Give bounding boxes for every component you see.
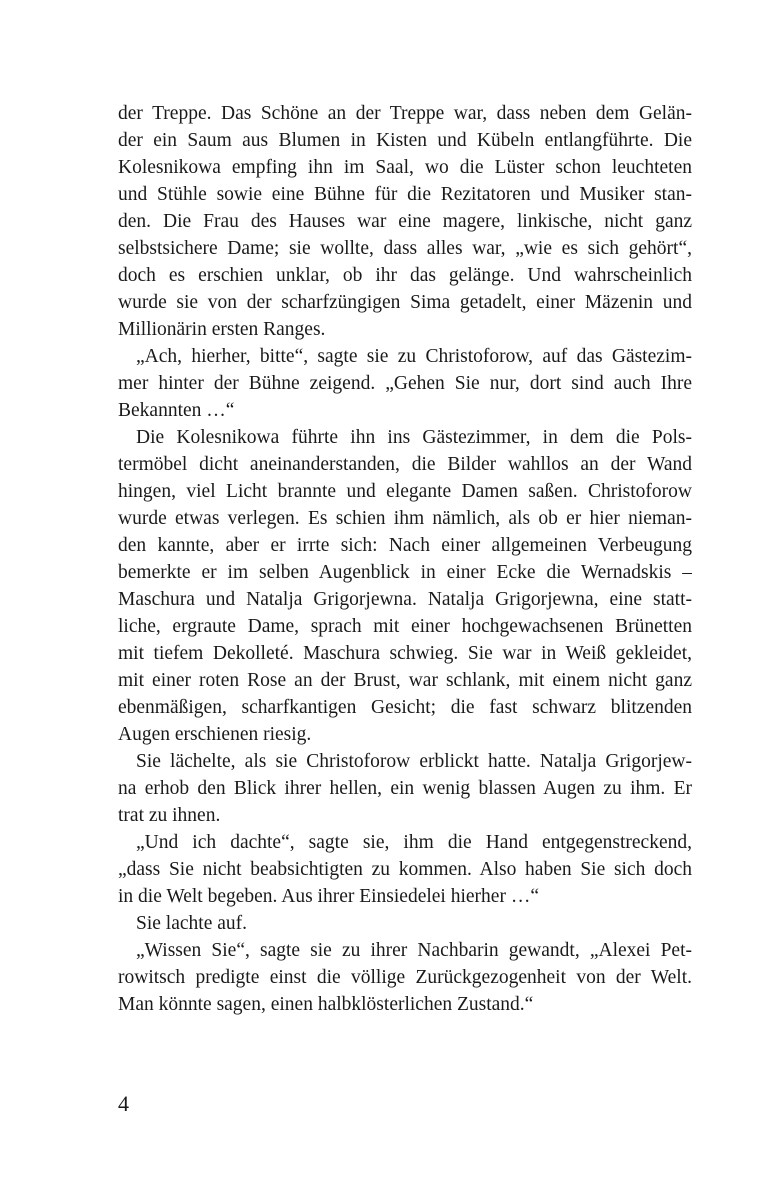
text-line: wurde etwas verlegen. Es schien ihm nämlich, als ob er hier nieman- <box>118 508 692 529</box>
text-line: Kolesnikowa empfing ihn im Saal, wo die Lüster schon leuchteten <box>118 157 692 178</box>
text-line: mit tiefem Dekolleté. Maschura schwieg. Sie war in Weiß gekleidet, <box>118 643 692 664</box>
text-line: wurde sie von der scharfzüngigen Sima getadelt, einer Mäzenin und <box>118 292 692 313</box>
text-line: der ein Saum aus Blumen in Kisten und Kübeln entlangführte. Die <box>118 130 692 151</box>
text-line: „dass Sie nicht beabsichtigten zu kommen. Also haben Sie sich doch <box>118 859 692 880</box>
text-line: Augen erschienen riesig. <box>118 724 312 745</box>
text-line: den kannte, aber er irrte sich: Nach einer allgemeinen Verbeugung <box>118 535 692 556</box>
text-line: hingen, viel Licht brannte und elegante Damen saßen. Christoforow <box>118 481 692 502</box>
text-line: mer hinter der Bühne zeigend. „Gehen Sie nur, dort sind auch Ihre <box>118 373 692 394</box>
text-line: ebenmäßigen, scharfkantigen Gesicht; die fast schwarz blitzenden <box>118 697 692 718</box>
text-line: Man könnte sagen, einen halbklösterlichen Zustand.“ <box>118 994 534 1015</box>
text-line: „Ach, hierher, bitte“, sagte sie zu Christoforow, auf das Gästezim- <box>136 346 692 367</box>
text-line: bemerkte er im selben Augenblick in einer Ecke die Wernadskis – <box>118 562 692 583</box>
text-line: Maschura und Natalja Grigorjewna. Natalja Grigorjewna, eine statt- <box>118 589 692 610</box>
text-line: rowitsch predigte einst die völlige Zurückgezogenheit von der Welt. <box>118 967 692 988</box>
text-line: selbstsichere Dame; sie wollte, dass alles war, „wie es sich gehört“, <box>118 238 692 259</box>
text-line: „Wissen Sie“, sagte sie zu ihrer Nachbarin gewandt, „Alexei Pet- <box>136 940 692 961</box>
text-line: Millionärin ersten Ranges. <box>118 319 326 340</box>
text-line: Bekannten …“ <box>118 400 235 421</box>
text-line: in die Welt begeben. Aus ihrer Einsiedelei hierher …“ <box>118 886 539 907</box>
text-line: und Stühle sowie eine Bühne für die Rezitatoren und Musiker stan- <box>118 184 692 205</box>
page-number: 4 <box>118 1091 129 1116</box>
text-line: Sie lächelte, als sie Christoforow erblickt hatte. Natalja Grigorjew- <box>136 751 692 772</box>
text-line: Die Kolesnikowa führte ihn ins Gästezimmer, in dem die Pols- <box>136 427 692 448</box>
text-line: doch es erschien unklar, ob ihr das gelänge. Und wahrscheinlich <box>118 265 692 286</box>
text-line: termöbel dicht aneinanderstanden, die Bilder wahllos an der Wand <box>118 454 692 475</box>
text-line: na erhob den Blick ihrer hellen, ein wenig blassen Augen zu ihm. Er <box>118 778 692 799</box>
text-line: trat zu ihnen. <box>118 805 221 826</box>
text-line: den. Die Frau des Hauses war eine magere, linkische, nicht ganz <box>118 211 692 232</box>
text-line: Sie lachte auf. <box>136 913 247 934</box>
text-line: mit einer roten Rose an der Brust, war schlank, mit einem nicht ganz <box>118 670 692 691</box>
text-line: der Treppe. Das Schöne an der Treppe war, dass neben dem Gelän- <box>118 103 692 124</box>
text-line: „Und ich dachte“, sagte sie, ihm die Hand entgegenstreckend, <box>136 832 692 853</box>
text-line: liche, ergraute Dame, sprach mit einer hochgewachsenen Brünetten <box>118 616 692 637</box>
